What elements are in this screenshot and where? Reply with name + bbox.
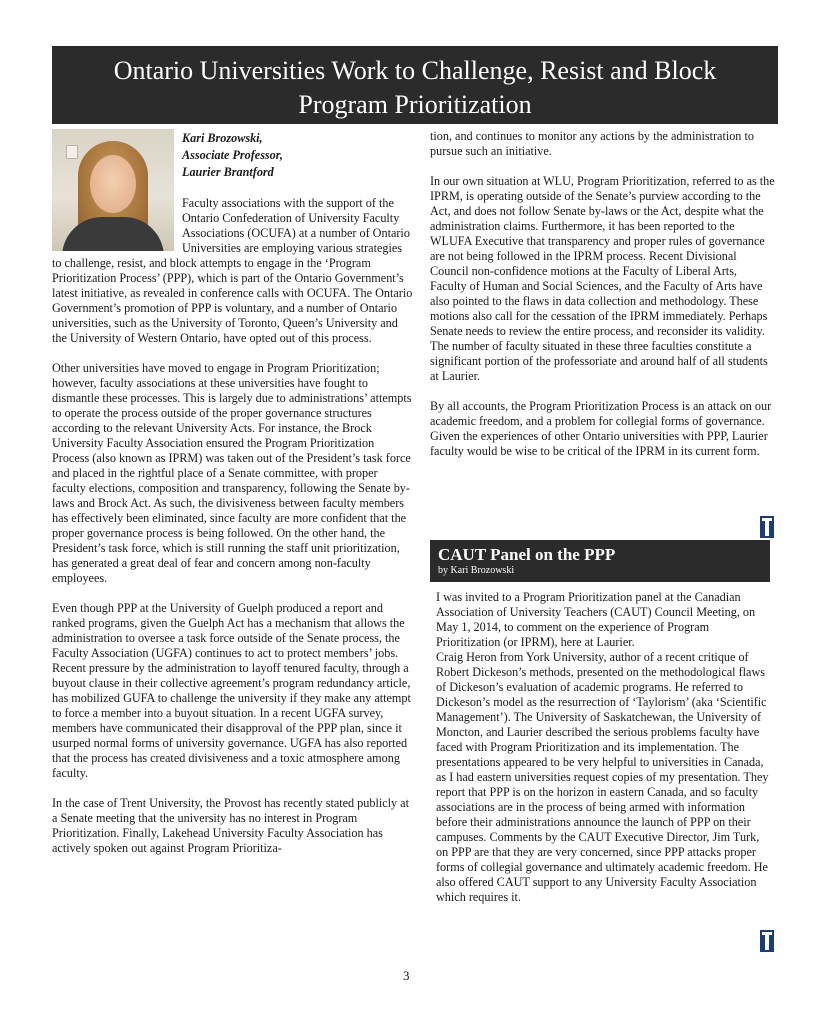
right-paragraph-2: In our own situation at WLU, Program Prioritization, referred to as the IPRM, is operating outside of the Senate’s purview according to the Act, and does not follow Senate by-laws or the Act, despite what the administration claims. Furthermore, it has been reported to the WLUFA Executive that transparency and proper rules of governance are not being followed in the IPRM process. Recent Divisional Council non-confidence motions at the Faculty of Liberal Arts, Faculty of Human and Social Sciences, and the Faculty of Arts have also pointed to the flaws in data collection and methodology. These motions also call for the cessation of the IPRM immediately. Perhaps Senate needs to review the entire process, and reconsider its validity. The number of faculty situated in these three faculties constitute a significant portion of the professoriate and around half of all students at Laurier. (430, 174, 775, 383)
laurier-logo-icon (760, 516, 774, 538)
author-campus: Laurier Brantford (182, 165, 274, 179)
author-position: Associate Professor, (182, 148, 283, 162)
right-paragraph-3: By all accounts, the Program Prioritization Process is an attack on our academic freedom, and a problem for collegial forms of governance. Given the experiences of other Ontario universities with PPP, Laurier faculty would be wise to be critical of the IPRM in its current form. (430, 399, 772, 458)
laurier-logo-icon (760, 930, 774, 952)
wall-plate (66, 145, 78, 159)
right-column (430, 129, 775, 459)
left-paragraph-4: In the case of Trent University, the Provost has recently stated publicly at a Senate meeting that the university has no interest in Program Prioritization. Finally, Lakehead University Faculty Association has actively spoken out against Program Prioritiza- (52, 796, 409, 855)
left-paragraph-1: Faculty associations with the support of the Ontario Confederation of University Faculty Associations (OCUFA) at a number of Ontario Universities are employing various strategies to challenge, resist, and block attempts to engage in the ‘Program Prioritization Process’ (PPP), which is part of the Ontario Government’s latest initiative, as revealed in conference calls with OCUFA. The Ontario Government’s promotion of PPP is voluntary, and a number of Ontario universities, such as the University of Toronto, Queen’s University and the University of Western Ontario, have opted out of this process. (52, 196, 413, 345)
left-paragraph-3: Even though PPP at the University of Guelph produced a report and ranked programs, given the Guelph Act has a mechanism that allows the administration to oversee a task force outside of the Senate process, the Faculty Association (UGFA) continues to act to protect members’ jobs. Recent pressure by the administration to layoff tenured faculty, through a buyout clause in their collective agreement’s program redundancy article, has mobilized GUFA to challenge the university if they make any attempt to force a member into a buyout situation. In a recent UGFA survey, members have communicated their disapproval of the PPP plan, since it usurped normal forms of university governance. UGFA has also reported that the process has created divisiveness and a toxic atmosphere among faculty. (52, 601, 411, 780)
section-paragraph-1: I was invited to a Program Prioritization panel at the Canadian Association of University Teachers (CAUT) Council Meeting, on May 1, 2014, to comment on the experience of Program Prioritization (or IPRM), here at Laurier. (436, 590, 756, 649)
section-byline: by Kari Brozowski (438, 565, 515, 576)
left-paragraph-2: Other universities have moved to engage in Program Prioritization; however, faculty associations at these universities have fought to dismantle these processes. This is largely due to administrations’ attempts to operate the process outside of the proper governance structures according to the relevant University Acts. For instance, the Brock University Faculty Association ensured the Program Prioritization Process (also known as IPRM) was taken out of the President’s task force and placed in the rightful place of a Senate committee, with proper faculty elections, composition and transparency, following the Senate by-laws and Brock Act. As such, the divisiveness between faculty members has effectively been eliminated, since faculty are more confident that the proper governance process is being followed. On the other hand, the President’s task force, which is still running the staff unit prioritization, has generated a great deal of fear and concern among non-faculty employees. (52, 361, 412, 585)
title-line-1: Ontario Universities Work to Challenge, Resist and Block (113, 56, 717, 85)
left-column (52, 129, 414, 856)
article-title (52, 46, 778, 124)
section-body (436, 590, 774, 905)
section-title: CAUT Panel on the PPP (438, 545, 616, 564)
author-photo (52, 129, 174, 251)
author-name: Kari Brozowski, (182, 131, 263, 145)
page-number: 3 (403, 968, 410, 983)
title-line-2: Program Prioritization (298, 90, 532, 119)
section-paragraph-2: Craig Heron from York University, author of a recent critique of Robert Dickeson’s methods, presented on the methodological flaws of Dickeson’s evaluation of academic programs. He referred to Dickeson’s model as the resurrection of ‘Taylorism’ (aka ‘Scientific Management’). The University of Saskatchewan, the University of Moncton, and Laurier described the serious problems faculty have faced with Program Prioritization and its implementation. The presentations appeared to be very helpful to universities in Canada, as I had eastern universities request copies of my presentation. They report that PPP is on the horizon in eastern Canada, and so faculty associations are in the process of being armed with information before their administrations announce the launch of PPP on their campuses. Comments by the CAUT Executive Director, Jim Turk, on PPP are that they are very concerned, since PPP attacks proper forms of collegial governance and ultimately academic freedom. He also offered CAUT support to any University Faculty Association which requires it. (436, 650, 769, 904)
section-header (430, 540, 770, 582)
author-face (90, 155, 136, 213)
right-paragraph-1: tion, and continues to monitor any actions by the administration to pursue such an initiative. (430, 129, 754, 158)
